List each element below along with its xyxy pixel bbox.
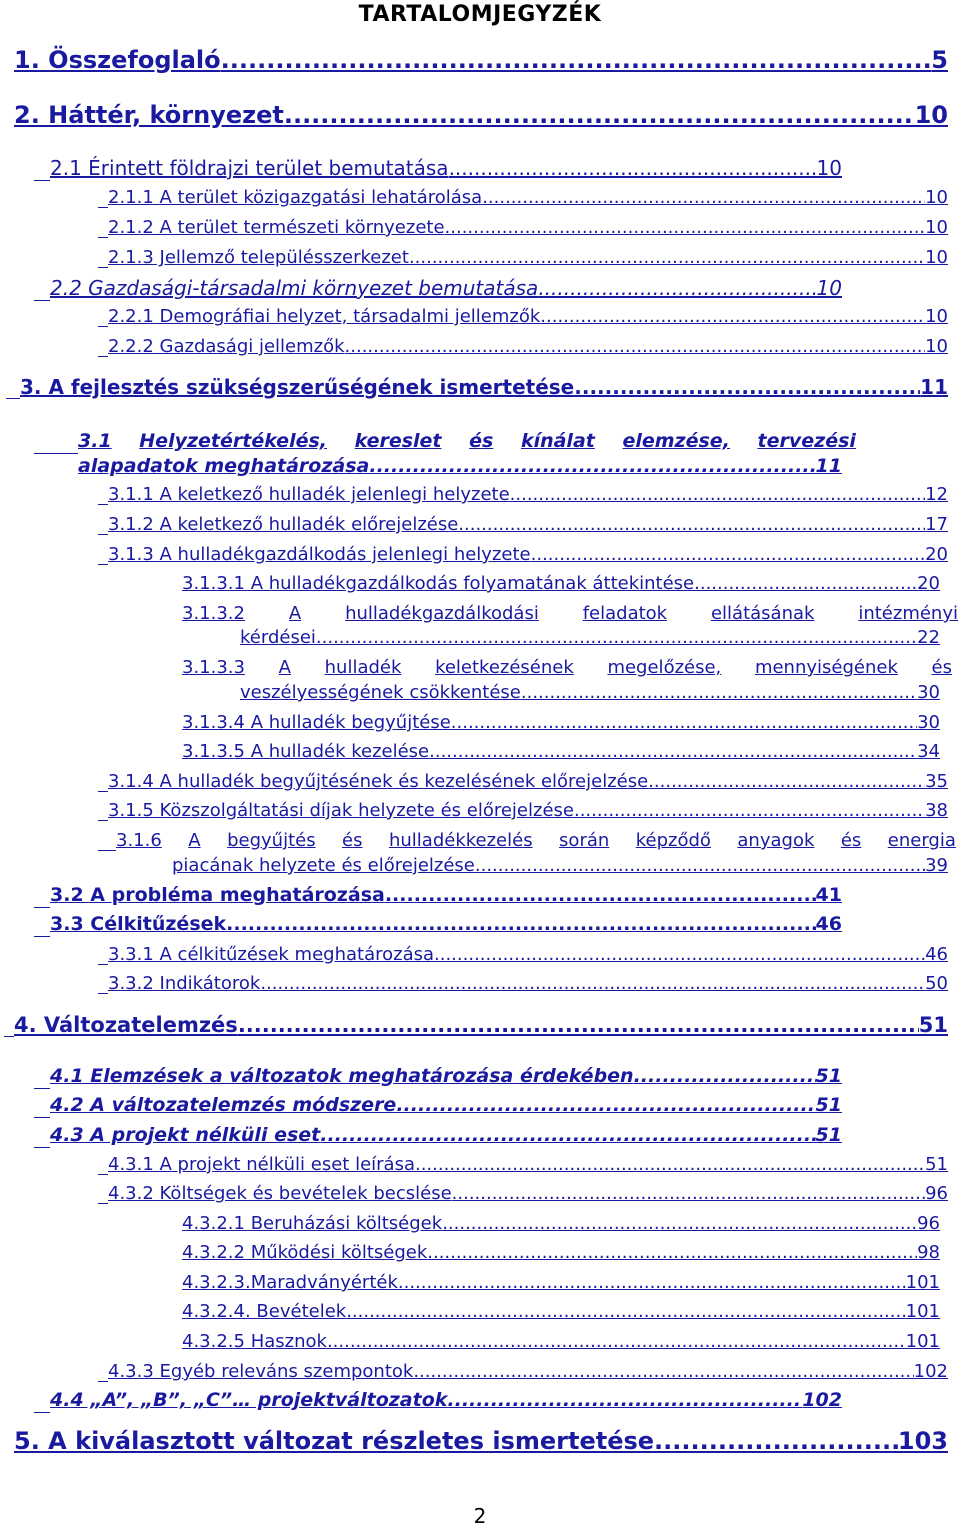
toc-label: 4.3.2.1 Beruházási költségek [182,1213,443,1234]
toc-leader [447,1389,802,1411]
toc-leader [427,1242,917,1263]
toc-word: 3.1.3.3 [182,657,245,678]
toc-label: 2.1.2 A terület természeti környezete [108,217,445,238]
toc-word: begyűjtés [227,830,316,851]
toc-label: 3.1.4 A hulladék begyűjtésének és kezelésének előrejelzése [108,771,649,792]
toc-label: 3.3.1 A célkitűzések meghatározása [108,944,435,965]
indent-underline [98,850,116,851]
toc-entry-4[interactable] [14,1013,948,1037]
toc-entry-3-1-2[interactable] [108,514,948,535]
indent-underline [34,936,50,937]
toc-label: 2.2 Gazdasági-társadalmi környezet bemutatása [50,276,539,300]
indent-underline [4,1036,14,1037]
toc-label: 4.4 „A”, „B”, „C”… projektváltozatok [50,1389,448,1411]
toc-page: 101 [905,1331,940,1352]
toc-label: 3.3 Célkitűzések [50,913,227,935]
toc-page: 96 [917,1213,940,1234]
toc-entry-4-3-2-5[interactable] [182,1331,940,1352]
toc-leader [429,741,917,762]
toc-entry-3-1-3-1[interactable] [182,573,940,594]
toc-word: hulladékkezelés [388,830,533,851]
toc-page: 10 [816,156,842,180]
toc-label: 4.3.3 Egyéb releváns szempontok [108,1361,414,1382]
toc-page: 51 [815,1094,842,1116]
toc-label: 4.3.2.5 Hasznok [182,1331,327,1352]
toc-entry-3-1-6[interactable] [172,855,948,876]
toc-label: piacának helyzete és előrejelzése [172,855,475,876]
toc-label: 3.1.3.1 A hulladékgazdálkodás folyamatának áttekintése [182,573,695,594]
toc-word: 3.1.3.2 [182,603,245,624]
toc-page: 20 [925,544,948,565]
toc-word: intézményi [858,603,958,624]
toc-leader [284,101,915,129]
toc-page: 50 [925,973,948,994]
toc-leader [482,187,925,208]
toc-entry-3-1[interactable] [78,455,842,477]
toc-word: ellátásának [710,603,815,624]
indent-underline [98,820,108,821]
toc-entry-2-1-1[interactable] [108,187,948,208]
toc-leader [226,913,815,935]
indent-underline [34,453,78,454]
toc-entry-3-1-3-3-line1[interactable] [182,657,952,678]
toc-page: 35 [925,771,948,792]
toc-leader [398,1272,906,1293]
toc-page: 20 [917,573,940,594]
toc-leader [521,682,917,703]
toc-page: 46 [815,913,842,935]
toc-label: 4. Változatelemzés [14,1013,238,1037]
indent-underline [34,907,50,908]
toc-page: 30 [917,712,940,733]
toc-page: 17 [925,514,948,535]
toc-word: kereslet [354,430,442,452]
indent-underline [98,326,108,327]
toc-leader [238,1013,919,1037]
toc-label: 4.3 A projekt nélküli eset [50,1124,321,1146]
toc-word: kínálat [520,430,595,452]
toc-page: 98 [917,1242,940,1263]
toc-word: és [840,830,862,851]
toc-entry-3-1-3[interactable] [108,544,948,565]
indent-underline [34,300,50,301]
toc-leader [316,627,917,648]
toc-word: hulladékgazdálkodási [345,603,539,624]
indent-underline [34,1412,50,1413]
toc-entry-5[interactable] [14,1427,948,1455]
toc-page: 5 [931,46,948,74]
toc-entry-3-1-3-4[interactable] [182,712,940,733]
toc-label: 3. A fejlesztés szükségszerűségének ismertetése [20,375,575,399]
toc-page: 34 [917,741,940,762]
toc-entry-3-1-3-3[interactable] [240,682,940,703]
toc-label [182,603,958,624]
toc-page: 10 [925,306,948,327]
toc-label: 3.1.3.4 A hulladék begyűjtése [182,712,451,733]
toc-word: Helyzetértékelés, [139,430,327,452]
toc-label: 3.2 A probléma meghatározása [50,884,385,906]
toc-entry-4-2[interactable] [50,1094,842,1116]
toc-label: 4.3.1 A projekt nélküli eset leírása [108,1154,415,1175]
toc-entry-3-1-5[interactable] [108,800,948,821]
toc-label: 3.1.3 A hulladékgazdálkodás jelenlegi helyzete [108,544,531,565]
indent-underline [98,1381,108,1382]
toc-word: anyagok [737,830,815,851]
toc-label: 1. Összefoglaló [14,46,221,74]
toc-entry-4-3[interactable] [50,1124,842,1146]
toc-word: keletkezésének [435,657,574,678]
toc-label: alapadatok meghatározása [78,455,370,477]
toc-entry-3[interactable] [20,375,948,399]
indent-underline [98,207,108,208]
indent-underline [98,1203,108,1204]
toc-entry-4-4[interactable] [50,1389,842,1411]
toc-leader [327,1331,906,1352]
toc-leader [451,712,917,733]
toc-label: 4.3.2.3.Maradványérték [182,1272,398,1293]
toc-label: 4.2 A változatelemzés módszere [50,1094,397,1116]
toc-page: 10 [925,187,948,208]
toc-word: 3.1 [78,430,112,452]
indent-underline [98,993,108,994]
toc-page: 11 [815,455,842,477]
toc-label: 4.1 Elemzések a változatok meghatározása érdekében [50,1065,634,1087]
toc-word: 3.1.6 [116,830,162,851]
toc-leader [445,217,926,238]
toc-leader [434,944,925,965]
toc-page: 46 [925,944,948,965]
toc-entry-3-1-line1[interactable] [78,430,856,452]
toc-label: 2.1.3 Jellemző településszerkezet [108,247,409,268]
toc-leader [475,855,925,876]
toc-entry-4-3-1[interactable] [108,1154,948,1175]
toc-leader [634,1065,816,1087]
toc-leader [654,1427,898,1455]
indent-underline [34,1117,50,1118]
toc-entry-4-3-3[interactable] [108,1361,948,1382]
toc-page: 11 [920,375,948,399]
indent-underline [98,534,108,535]
toc-leader [574,800,925,821]
toc-entry-2-2-1[interactable] [108,306,948,327]
toc-leader [346,1301,905,1322]
toc-entry-3-3[interactable] [50,913,842,935]
toc-entry-2-2[interactable] [50,276,842,300]
toc-leader [648,771,925,792]
indent-underline [34,1147,50,1148]
toc-word: energia [887,830,956,851]
toc-leader [320,1124,815,1146]
toc-entry-4-3-2-3[interactable] [182,1272,940,1293]
toc-label: 3.1.2 A keletkező hulladék előrejelzése [108,514,459,535]
toc-entry-3-3-1[interactable] [108,944,948,965]
toc-entry-3-1-3-5[interactable] [182,741,940,762]
toc-entry-1[interactable] [14,46,948,74]
toc-label: 5. A kiválasztott változat részletes ismertetése [14,1427,655,1455]
toc-leader [452,1183,925,1204]
toc-entry-2-1-3[interactable] [108,247,948,268]
toc-leader [385,884,816,906]
toc-word: tervezési [757,430,856,452]
toc-label: 4.3.2.4. Bevételek [182,1301,347,1322]
toc-page: 102 [913,1361,948,1382]
toc-label: 3.1.3.5 A hulladék kezelése [182,741,430,762]
toc-label [116,830,956,851]
toc-word: mennyiségének [754,657,898,678]
indent-underline [6,398,20,399]
toc-page: 30 [917,682,940,703]
toc-leader [538,276,816,300]
toc-page: 10 [925,217,948,238]
toc-leader [531,544,925,565]
toc-leader [458,514,925,535]
toc-entry-3-2[interactable] [50,884,842,906]
toc-leader [413,1361,913,1382]
indent-underline [98,267,108,268]
toc-entry-4-3-2[interactable] [108,1183,948,1204]
indent-underline [34,180,50,181]
toc-entry-4-3-2-2[interactable] [182,1242,940,1263]
toc-leader [221,46,932,74]
toc-leader [449,156,817,180]
indent-underline [98,1174,108,1175]
toc-page: 10 [925,336,948,357]
toc-label: 2.1 Érintett földrajzi terület bemutatása [50,156,449,180]
toc-page: 10 [816,276,842,300]
toc-word: A [288,603,302,624]
toc-label: kérdései [240,627,316,648]
indent-underline [98,237,108,238]
toc-page: 10 [925,247,948,268]
page-number: 2 [473,1504,487,1528]
toc-leader [345,336,926,357]
toc-page: 51 [815,1124,842,1146]
toc-page: 102 [802,1389,842,1411]
toc-word: hulladék [324,657,402,678]
toc-entry-2[interactable] [14,101,948,129]
toc-page: 22 [917,627,940,648]
toc-page: 101 [905,1301,940,1322]
toc-entry-4-3-2-1[interactable] [182,1213,940,1234]
toc-page: 51 [925,1154,948,1175]
indent-underline [98,564,108,565]
toc-page: 101 [905,1272,940,1293]
toc-label: 2.2.1 Demográfiai helyzet, társadalmi jellemzők [108,306,541,327]
toc-page: 96 [925,1183,948,1204]
toc-entry-3-1-3-2[interactable] [240,627,940,648]
toc-label: veszélyességének csökkentése [240,682,521,703]
toc-word: megelőzése, [607,657,722,678]
toc-leader [369,455,815,477]
toc-label: 3.1.5 Közszolgáltatási díjak helyzete és előrejelzése [108,800,574,821]
toc-label: 3.1.1 A keletkező hulladék jelenlegi helyzete [108,484,510,505]
toc-label: 4.3.2.2 Működési költségek [182,1242,428,1263]
toc-page: 38 [925,800,948,821]
toc-page: 51 [918,1013,948,1037]
toc-page: 41 [815,884,842,906]
toc-entry-2-1[interactable] [50,156,842,180]
toc-entry-4-1[interactable] [50,1065,842,1087]
toc-entry-3-3-2[interactable] [108,973,948,994]
toc-leader [510,484,925,505]
toc-entry-3-1-4[interactable] [108,771,948,792]
toc-label: 4.3.2 Költségek és bevételek becslése [108,1183,452,1204]
toc-page: 12 [925,484,948,505]
toc-entry-2-1-2[interactable] [108,217,948,238]
toc-entry-2-2-2[interactable] [108,336,948,357]
toc-word: A [188,830,201,851]
toc-word: feladatok [582,603,668,624]
toc-word: elemzése, [622,430,730,452]
toc-label: 2.2.2 Gazdasági jellemzők [108,336,345,357]
toc-leader [260,973,925,994]
toc-label [78,430,856,452]
indent-underline [98,791,108,792]
toc-entry-4-3-2-4[interactable] [182,1301,940,1322]
toc-page: 10 [914,101,948,129]
toc-word: és [342,830,363,851]
toc-page: 103 [897,1427,948,1455]
indent-underline [98,356,108,357]
toc-label [182,657,952,678]
toc-leader [396,1094,815,1116]
indent-underline [98,504,108,505]
toc-label: 2. Háttér, környezet [14,101,284,129]
toc-label: 3.3.2 Indikátorok [108,973,261,994]
toc-word: és [931,657,952,678]
page-title: TARTALOMJEGYZÉK [358,2,602,27]
toc-word: és [469,430,494,452]
toc-leader [540,306,925,327]
toc-label: 2.1.1 A terület közigazgatási lehatárolása [108,187,483,208]
toc-entry-3-1-1[interactable] [108,484,948,505]
toc-leader [409,247,925,268]
toc-word: során [559,830,610,851]
toc-page: 51 [815,1065,842,1087]
toc-word: képződő [635,830,711,851]
indent-underline [34,1088,50,1089]
toc-entry-3-1-3-2-line1[interactable] [182,603,958,624]
toc-page: 39 [925,855,948,876]
toc-leader [694,573,917,594]
toc-leader [415,1154,925,1175]
toc-leader [574,375,920,399]
toc-leader [442,1213,917,1234]
indent-underline [98,964,108,965]
toc-entry-3-1-6-line1[interactable] [116,830,956,851]
toc-word: A [278,657,291,678]
